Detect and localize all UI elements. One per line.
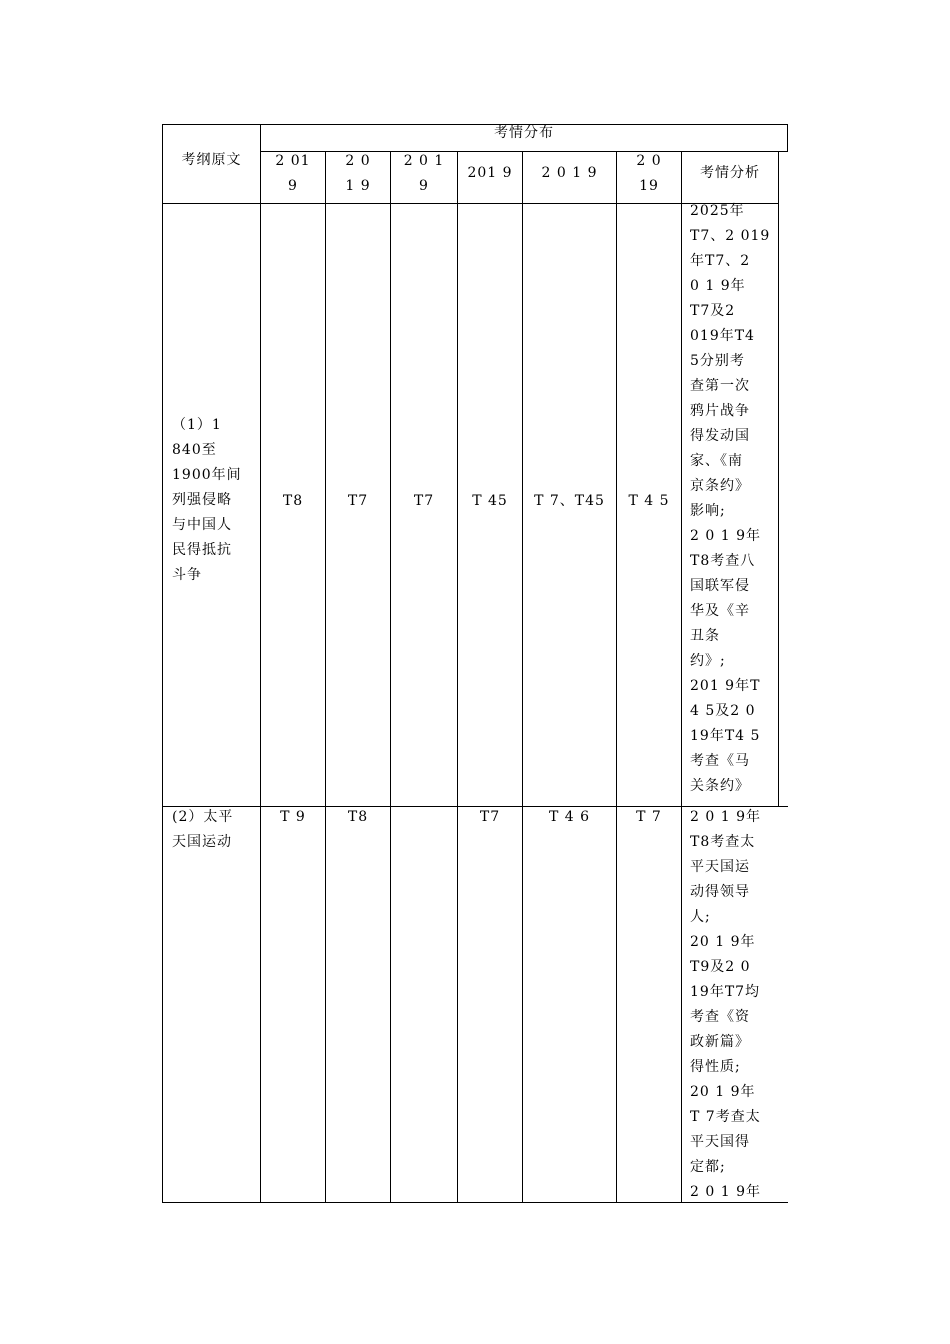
col-divider-2 xyxy=(325,151,326,1203)
row1-cell-5: T 7、T45 xyxy=(534,493,605,509)
year-header-3: 2 0 1 9 xyxy=(403,153,445,194)
header-bottom-line xyxy=(162,203,779,204)
year-header-1: 2 01 9 xyxy=(275,153,311,194)
header-distribution: 考情分布 xyxy=(494,125,554,141)
table-border-left xyxy=(162,124,163,1203)
analysis-header: 考情分析 xyxy=(700,165,760,181)
year-header-4: 201 9 xyxy=(467,165,513,181)
row1-outline: （1）1 840至 1900年间 列强侵略 与中国人 民得抵抗 斗争 xyxy=(172,417,242,583)
row2-cell-4: T7 xyxy=(479,809,501,825)
row1-cell-4: T 45 xyxy=(472,493,508,509)
row2-analysis: 2 0 1 9年 T8考查太 平天国运 动得领导 人; 20 1 9年 T9及2 0 19年T7均 考查《资 政新篇》 得性质; 20 1 9年 T 7考查太 平天国得 定都; 2 0 1 9年 xyxy=(690,809,761,1200)
col-divider-4 xyxy=(457,151,458,1203)
row2-cell-1: T 9 xyxy=(280,809,306,825)
year-header-5: 2 0 1 9 xyxy=(541,165,598,181)
row1-cell-1: T8 xyxy=(282,493,304,509)
col-divider-3 xyxy=(390,151,391,1203)
row2-cell-6: T 7 xyxy=(636,809,662,825)
row2-outline: (2）太平 天国运动 xyxy=(172,809,234,850)
row2-cell-2: T8 xyxy=(347,809,369,825)
row1-analysis: 2025年 T7、2 019 年T7、2 0 1 9年 T7及2 019年T4 5分别考 查第一次 鸦片战争 得发动国 家、《南 京条约》 影响; 2 0 1 9年 T8考查八 国联军侵 华及《辛 丑条 约》; 201 9年T 4 5及2 0 19年T4 5 考查《马 关条约》 xyxy=(690,203,771,794)
row1-cell-3: T7 xyxy=(413,493,435,509)
col-divider-1 xyxy=(260,124,261,1203)
row2-cell-5: T 4 6 xyxy=(548,809,591,825)
row1-cell-6: T 4 5 xyxy=(628,493,670,509)
table-border-right-top xyxy=(787,124,788,152)
col-divider-6 xyxy=(616,151,617,1203)
col-divider-5 xyxy=(522,151,523,1203)
year-header-2: 2 0 1 9 xyxy=(345,153,371,194)
header-outline: 考纲原文 xyxy=(181,152,242,168)
col-divider-8 xyxy=(778,151,779,806)
row1-cell-2: T7 xyxy=(347,493,369,509)
col-divider-7 xyxy=(681,151,682,1203)
year-header-6: 2 0 19 xyxy=(636,153,662,194)
